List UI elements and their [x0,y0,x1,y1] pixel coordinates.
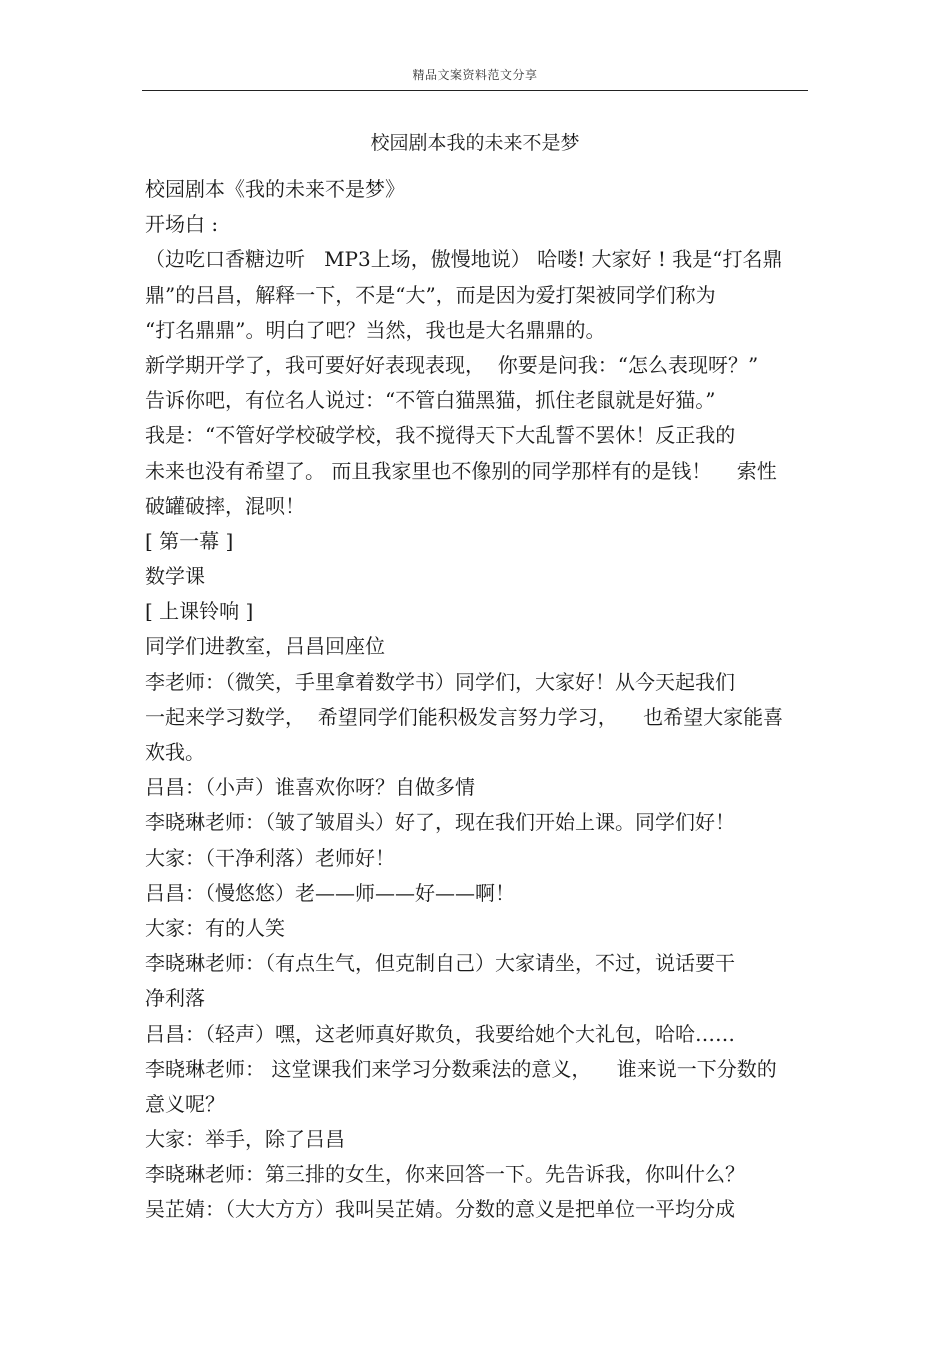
text-line: 吕昌：（轻声）嘿，这老师真好欺负，我要给她个大礼包，哈哈…… [145,1021,735,1046]
text-line: 我是：“不管好学校破学校，我不搅得天下大乱誓不罢休！反正我的 [145,423,736,448]
text-line: [ 上课铃响 ] [145,599,254,624]
text-line: （边吃口香糖边听 MP3上场，傲慢地说） 哈喽! 大家好 ! 我是“打名鼎 [145,247,783,272]
text-line: 吴芷婧：（大大方方）我叫吴芷婧。分数的意义是把单位一平均分成 [145,1197,735,1222]
text-line: 一起来学习数学， 希望同学们能积极发言努力学习， 也希望大家能喜 [145,704,784,729]
text-line: 大家：有的人笑 [145,915,285,940]
text-line: 吕昌：（小声）谁喜欢你呀？自做多情 [145,775,475,800]
text-line: 意义呢？ [145,1091,225,1116]
text-line: 李晓琳老师：（皱了皱眉头）好了，现在我们开始上课。同学们好！ [145,810,735,835]
text-line: 鼎”的吕昌，解释一下，不是“大”，而是因为爱打架被同学们称为 [145,282,716,307]
header-divider [142,90,808,91]
text-line: 大家：举手，除了吕昌 [145,1127,345,1152]
text-line: [ 第一幕 ] [145,528,234,553]
text-line: 告诉你吧，有位名人说过：“不管白猫黑猫，抓住老鼠就是好猫。” [145,388,716,413]
text-line: 数学课 [145,564,205,589]
text-line: 净利落 [145,986,205,1011]
text-line: 李老师：（微笑，手里拿着数学书）同学们，大家好！从今天起我们 [145,669,735,694]
text-line: “打名鼎鼎”。明白了吧？当然，我也是大名鼎鼎的。 [145,317,606,342]
text-line: 新学期开学了，我可要好好表现表现， 你要是问我：“怎么表现呀？” [145,352,759,377]
text-line: 李晓琳老师：第三排的女生，你来回答一下。先告诉我，你叫什么？ [145,1162,745,1187]
text-line: 校园剧本《我的未来不是梦》 [145,177,405,201]
text-line: 李晓琳老师：（有点生气，但克制自己）大家请坐，不过，说话要干 [145,951,735,976]
text-line: 开场白 : [145,212,219,237]
text-line: 欢我。 [145,740,205,764]
script-body [145,172,813,1228]
text-line: 破罐破摔，混呗！ [145,493,305,518]
text-line: 大家：（干净利落）老师好！ [145,845,395,870]
page-header: 精品文案资料范文分享 [412,68,538,82]
text-line: 李晓琳老师： 这堂课我们来学习分数乘法的意义， 谁来说一下分数的 [145,1056,777,1081]
text-line: 同学们进教室，吕昌回座位 [145,634,385,659]
text-line: 未来也没有希望了。 而且我家里也不像别的同学那样有的是钱！ 索性 [145,458,777,483]
document-title: 校园剧本我的未来不是梦 [370,132,580,154]
text-line: 吕昌：（慢悠悠）老——师——好——啊！ [145,880,515,905]
